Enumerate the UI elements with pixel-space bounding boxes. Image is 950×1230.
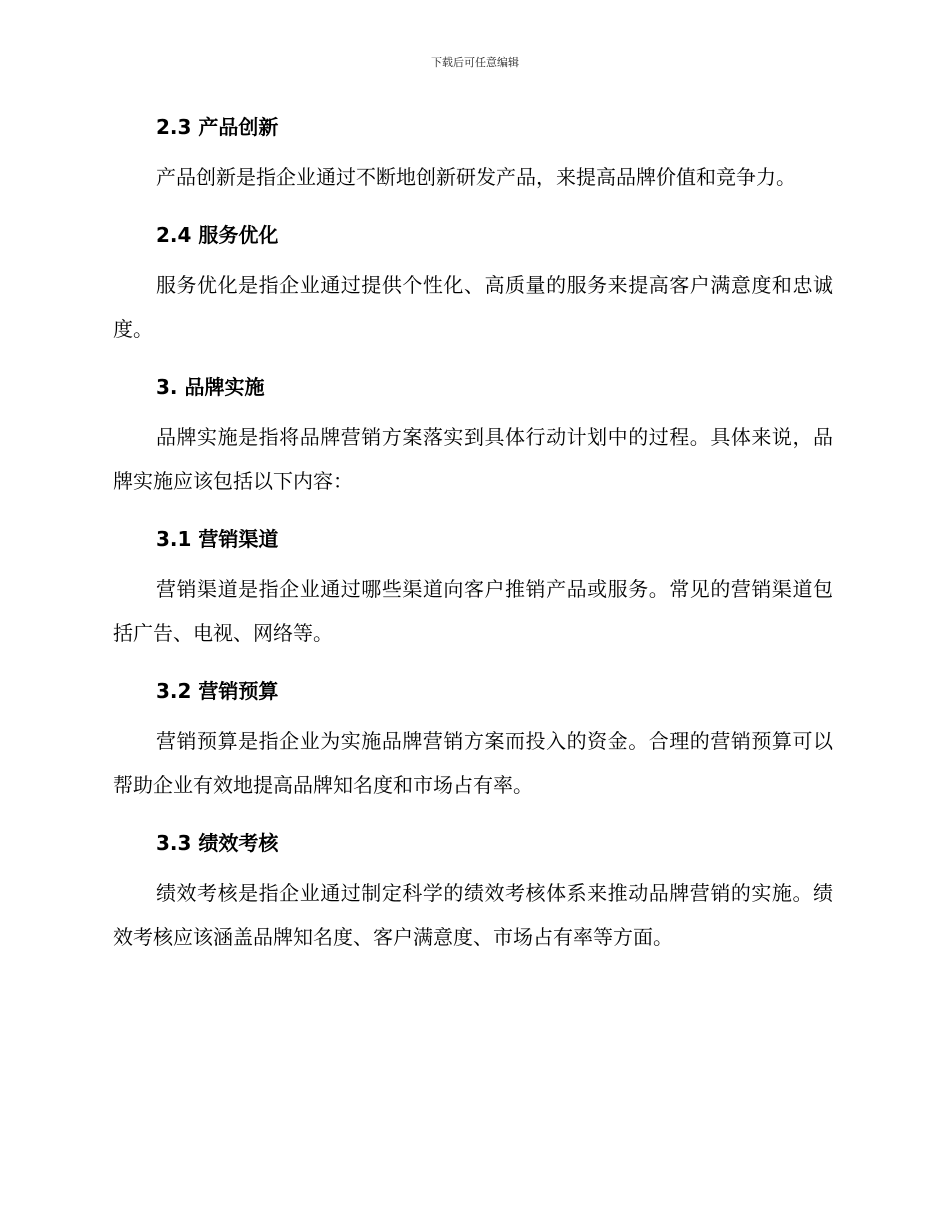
section-heading-3-2: 3.2 营销预算 (156, 679, 279, 703)
section-paragraph-3: 品牌实施是指将品牌营销方案落实到具体行动计划中的过程。具体来说，品牌实施应该包括以下内容： (113, 425, 833, 493)
section-heading-2-3: 2.3 产品创新 (156, 115, 279, 139)
section-heading-3-3: 3.3 绩效考核 (156, 831, 279, 855)
section-paragraph-3-2: 营销预算是指企业为实施品牌营销方案而投入的资金。合理的营销预算可以帮助企业有效地提高品牌知名度和市场占有率。 (113, 729, 833, 797)
section-heading-3-1: 3.1 营销渠道 (156, 527, 279, 551)
section-heading-3: 3. 品牌实施 (156, 375, 265, 399)
document-body (113, 111, 833, 959)
header-note: 下载后可任意编辑 (431, 56, 519, 69)
section-heading-2-4: 2.4 服务优化 (156, 223, 279, 247)
section-paragraph-2-4: 服务优化是指企业通过提供个性化、高质量的服务来提高客户满意度和忠诚度。 (113, 273, 833, 341)
section-paragraph-3-3: 绩效考核是指企业通过制定科学的绩效考核体系来推动品牌营销的实施。绩效考核应该涵盖品牌知名度、客户满意度、市场占有率等方面。 (113, 881, 833, 949)
section-paragraph-2-3: 产品创新是指企业通过不断地创新研发产品，来提高品牌价值和竞争力。 (156, 165, 796, 189)
section-paragraph-3-1: 营销渠道是指企业通过哪些渠道向客户推销产品或服务。常见的营销渠道包括广告、电视、网络等。 (113, 577, 833, 645)
